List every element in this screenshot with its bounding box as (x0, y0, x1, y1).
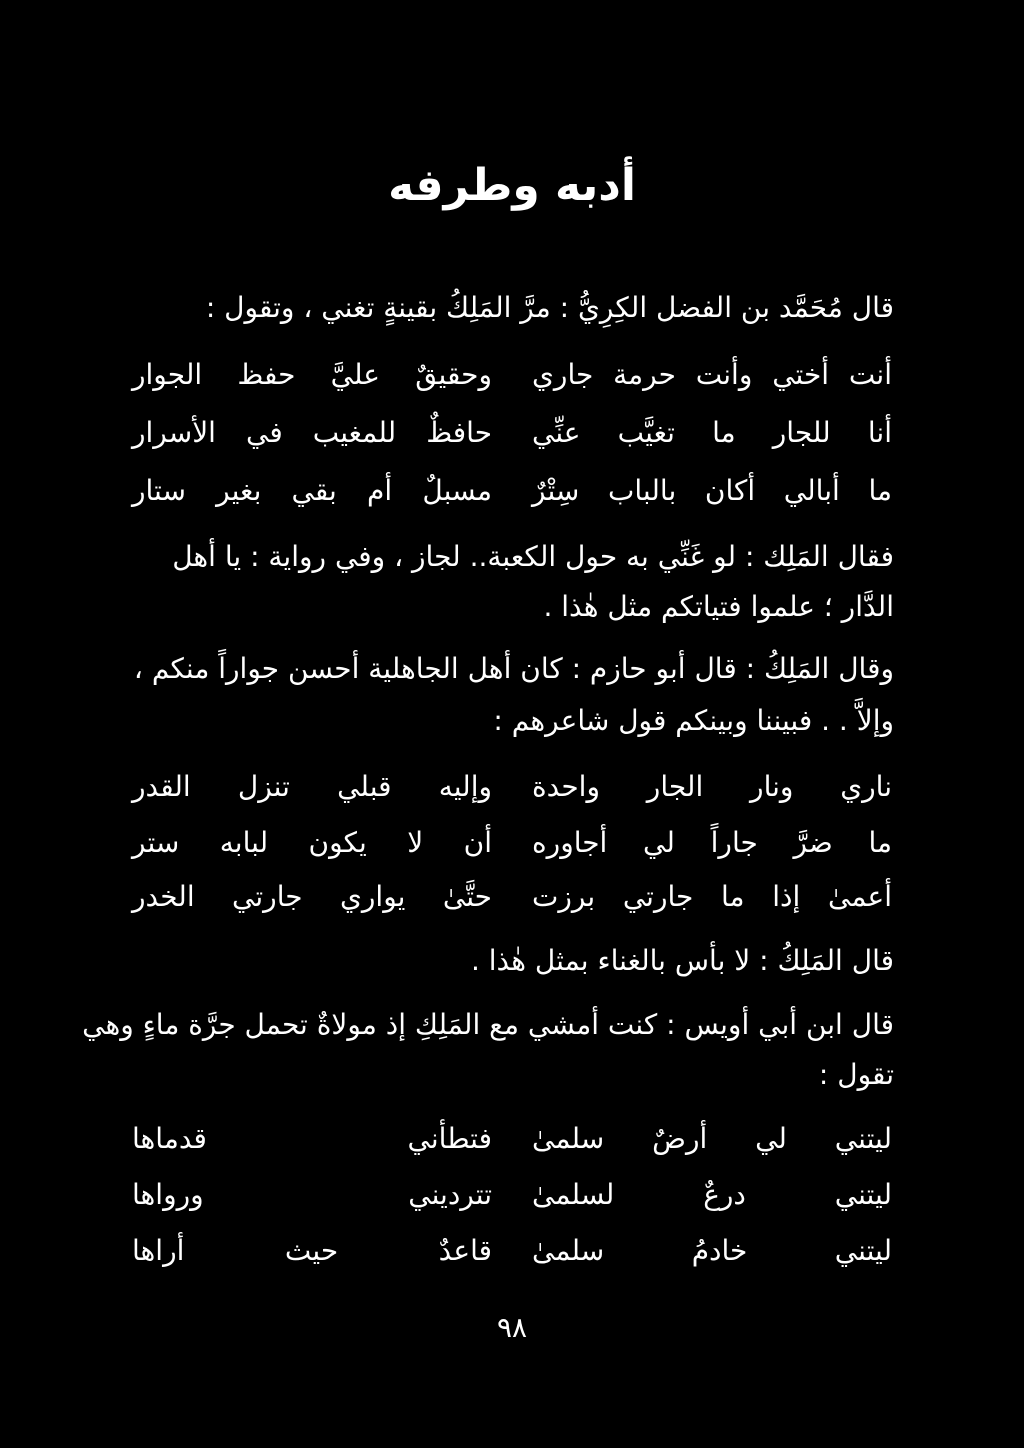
verse-second-hemistich: مسبلٌ أم بقي بغير ستار (132, 474, 492, 507)
verse-second-hemistich: حافظٌ للمغيب في الأسرار (132, 416, 492, 449)
paragraph-line: وإلاَّ . . فبيننا وبينكم قول شاعرهم : (493, 704, 894, 737)
page-number: ٩٨ (496, 1311, 528, 1344)
verse-second-hemistich: قاعدٌ حيث أراها (132, 1234, 492, 1267)
verse-second-hemistich: وحقيقٌ عليَّ حفظ الجوار (132, 358, 492, 391)
verse-second-hemistich: فتطأني قدماها (132, 1122, 492, 1155)
verse-first-hemistich: أعمىٰ إذا ما جارتي برزت (532, 880, 892, 913)
verse-row (132, 1222, 892, 1280)
paragraph-line: قال المَلِكُ : لا بأس بالغناء بمثل هٰذا . (470, 944, 894, 977)
verse-row (132, 758, 892, 816)
verse-first-hemistich: أنت أختي وأنت حرمة جاري (532, 358, 892, 391)
verse-second-hemistich: وإليه قبلي تنزل القدر (132, 770, 492, 803)
verse-row (132, 346, 892, 404)
paragraph-line: وقال المَلِكُ : قال أبو حازم : كان أهل الجاهلية أحسن جواراً منكم ، (133, 652, 894, 685)
verse-first-hemistich: ليتني خادمُ سلمىٰ (532, 1234, 892, 1267)
verse-second-hemistich: تترديني ورواها (132, 1178, 492, 1211)
paragraph-line: قال ابن أبي أويس : كنت أمشي مع المَلِكِ إذ مولاةٌ تحمل جرَّة ماءٍ وهي (82, 1008, 894, 1041)
verse-first-hemistich: ناري ونار الجار واحدة (532, 770, 892, 803)
verse-row (132, 868, 892, 926)
verse-first-hemistich: ليتني درعٌ لسلمىٰ (532, 1178, 892, 1211)
verse-first-hemistich: أنا للجار ما تغيَّب عنِّي (532, 416, 892, 449)
verse-first-hemistich: ما ضرَّ جاراً لي أجاوره (532, 826, 892, 859)
paragraph-line: الدَّار ؛ علموا فتياتكم مثل هٰذا . (543, 590, 894, 623)
paragraph-line: فقال المَلِك : لو غَنِّي به حول الكعبة.. لجاز ، وفي رواية : يا أهل (172, 540, 894, 573)
paragraph-line: تقول : (818, 1058, 894, 1091)
paragraph-line: قال مُحَمَّد بن الفضل الكِرِيُّ : مرَّ المَلِكُ بقينةٍ تغني ، وتقول : (205, 291, 894, 324)
verse-first-hemistich: ليتني لي أرضٌ سلمىٰ (532, 1122, 892, 1155)
verse-first-hemistich: ما أبالي أكان بالباب سِتْرٌ (532, 474, 892, 507)
verse-row (132, 462, 892, 520)
verse-row (132, 1110, 892, 1168)
verse-row (132, 404, 892, 462)
verse-second-hemistich: أن لا يكون لبابه ستر (132, 826, 492, 859)
verse-row (132, 1166, 892, 1224)
verse-second-hemistich: حتَّىٰ يواري جارتي الخدر (132, 880, 492, 913)
page-title: أدبه وطرفه (388, 160, 636, 211)
verse-row (132, 814, 892, 872)
